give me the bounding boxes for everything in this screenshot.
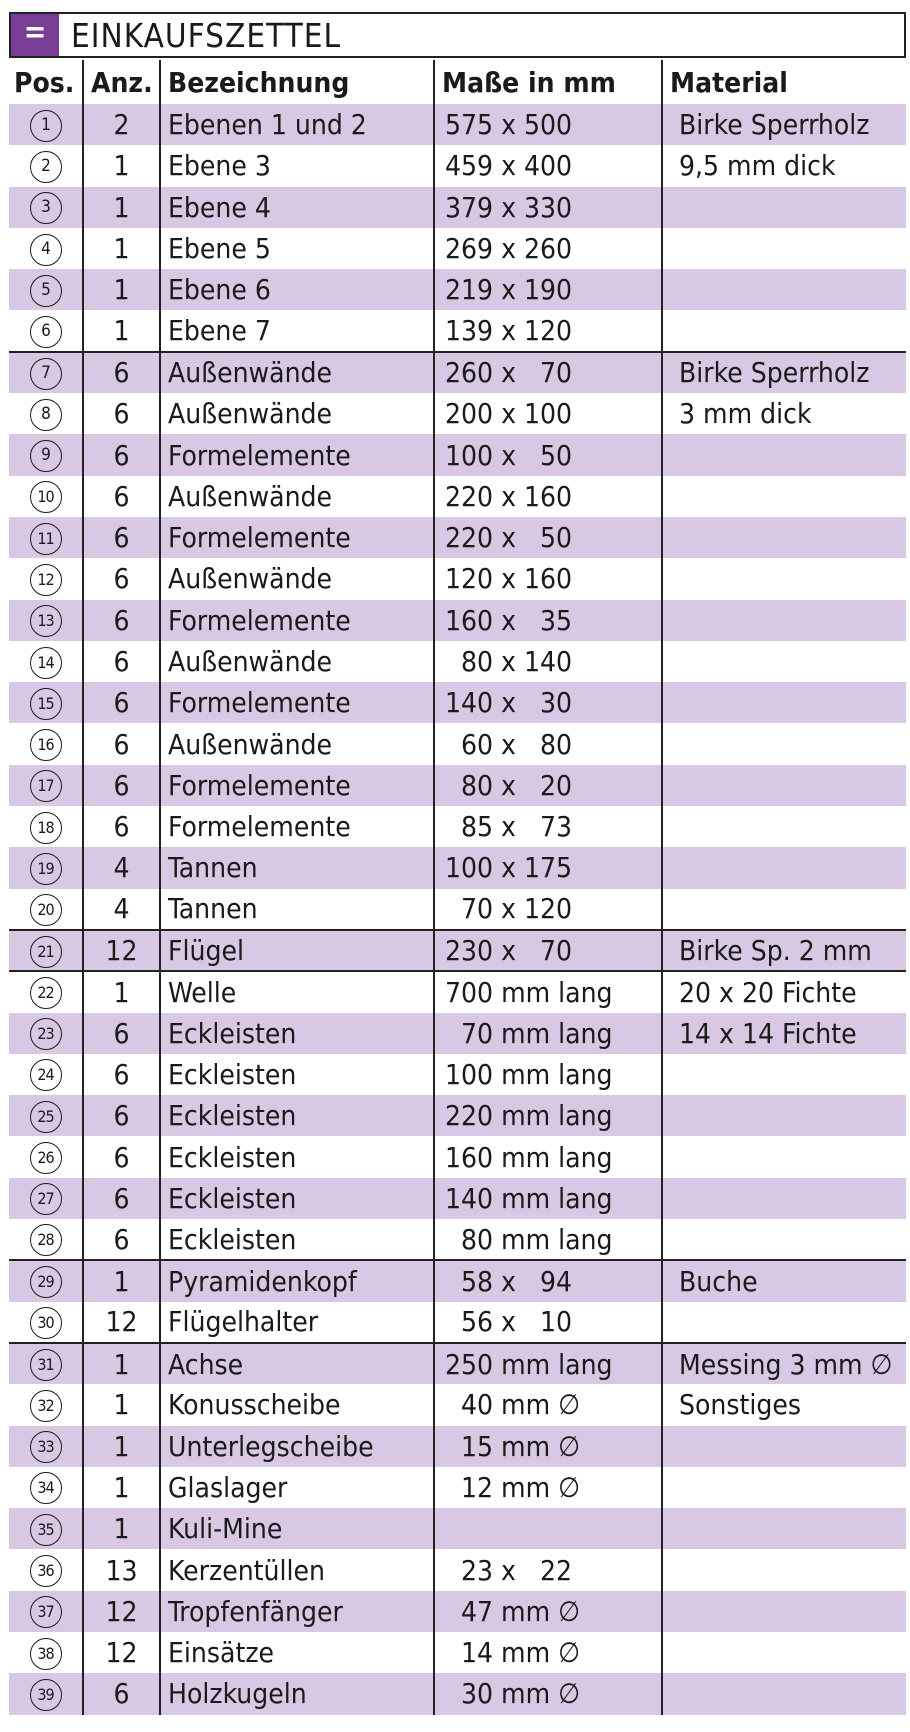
masse-cell: 80 mm lang — [434, 1219, 662, 1260]
table-row — [9, 600, 906, 641]
table-row — [9, 847, 906, 888]
anz-cell: 6 — [83, 682, 160, 723]
bezeichnung-cell: Formelemente — [160, 517, 434, 558]
anz-cell: 6 — [83, 476, 160, 517]
pos-cell — [9, 847, 83, 888]
position-number-circle: 35 — [30, 1514, 62, 1546]
anz-cell: 6 — [83, 1178, 160, 1219]
table-row — [9, 1013, 906, 1054]
bezeichnung-cell: Ebene 6 — [160, 269, 434, 310]
masse-cell: 80 x 20 — [434, 765, 662, 806]
table-header-row — [9, 60, 906, 104]
pos-cell — [9, 1467, 83, 1508]
pos-cell — [9, 1178, 83, 1219]
bezeichnung-cell: Pyramidenkopf — [160, 1260, 434, 1301]
anz-cell: 6 — [83, 1136, 160, 1177]
pos-cell — [9, 1632, 83, 1673]
table-row — [9, 1302, 906, 1343]
table-row — [9, 1136, 906, 1177]
position-number-circle: 5 — [30, 275, 62, 307]
bezeichnung-cell: Eckleisten — [160, 1136, 434, 1177]
masse-cell: 40 mm ∅ — [434, 1384, 662, 1425]
material-cell: 20 x 20 Fichte — [662, 971, 906, 1012]
anz-cell: 6 — [83, 1219, 160, 1260]
material-cell — [662, 1508, 906, 1549]
position-number-circle: 6 — [30, 316, 62, 348]
table-row — [9, 1673, 906, 1714]
anz-cell: 4 — [83, 847, 160, 888]
table-row — [9, 1054, 906, 1095]
masse-cell: 56 x 10 — [434, 1302, 662, 1343]
table-row — [9, 104, 906, 145]
anz-cell: 1 — [83, 1384, 160, 1425]
anz-cell: 1 — [83, 1426, 160, 1467]
pos-cell — [9, 1384, 83, 1425]
position-number-circle: 21 — [30, 936, 62, 968]
masse-cell: 120 x 160 — [434, 558, 662, 599]
material-cell — [662, 765, 906, 806]
pos-cell — [9, 228, 83, 269]
anz-cell: 6 — [83, 352, 160, 393]
position-number-circle: 27 — [30, 1183, 62, 1215]
table-row — [9, 1260, 906, 1301]
table-row — [9, 1384, 906, 1425]
table-row — [9, 558, 906, 599]
table-row — [9, 1549, 906, 1590]
position-number-circle: 23 — [30, 1018, 62, 1050]
table-row — [9, 682, 906, 723]
material-cell — [662, 847, 906, 888]
material-cell — [662, 1054, 906, 1095]
material-cell — [662, 1426, 906, 1467]
bezeichnung-cell: Flügelhalter — [160, 1302, 434, 1343]
table-row — [9, 806, 906, 847]
pos-cell — [9, 641, 83, 682]
bezeichnung-cell: Kerzentüllen — [160, 1549, 434, 1590]
table-row — [9, 310, 906, 351]
bezeichnung-cell: Glaslager — [160, 1467, 434, 1508]
position-number-circle: 15 — [30, 688, 62, 720]
pos-cell — [9, 1302, 83, 1343]
material-cell: Birke Sp. 2 mm — [662, 930, 906, 971]
position-number-circle: 2 — [30, 151, 62, 183]
anz-cell: 6 — [83, 641, 160, 682]
anz-cell: 12 — [83, 1591, 160, 1632]
bezeichnung-cell: Eckleisten — [160, 1219, 434, 1260]
masse-cell: 100 x 175 — [434, 847, 662, 888]
pos-cell — [9, 1013, 83, 1054]
bezeichnung-cell: Ebenen 1 und 2 — [160, 104, 434, 145]
anz-cell: 1 — [83, 269, 160, 310]
anz-cell: 12 — [83, 1632, 160, 1673]
table-row — [9, 269, 906, 310]
bezeichnung-cell: Außenwände — [160, 476, 434, 517]
table-row — [9, 1219, 906, 1260]
pos-cell — [9, 1508, 83, 1549]
pos-cell — [9, 1219, 83, 1260]
anz-cell: 6 — [83, 1673, 160, 1714]
material-cell — [662, 1632, 906, 1673]
position-number-circle: 10 — [30, 481, 62, 513]
masse-cell: 260 x 70 — [434, 352, 662, 393]
masse-cell: 12 mm ∅ — [434, 1467, 662, 1508]
masse-cell: 219 x 190 — [434, 269, 662, 310]
anz-cell: 6 — [83, 517, 160, 558]
masse-cell: 700 mm lang — [434, 971, 662, 1012]
table-row — [9, 517, 906, 558]
masse-cell: 220 x 50 — [434, 517, 662, 558]
anz-cell: 6 — [83, 1054, 160, 1095]
material-cell — [662, 476, 906, 517]
bezeichnung-cell: Flügel — [160, 930, 434, 971]
anz-cell: 1 — [83, 971, 160, 1012]
col-header-anz: Anz. — [83, 60, 160, 104]
material-cell — [662, 1219, 906, 1260]
table-row — [9, 145, 906, 186]
position-number-circle: 11 — [30, 523, 62, 555]
anz-cell: 1 — [83, 187, 160, 228]
bezeichnung-cell: Eckleisten — [160, 1178, 434, 1219]
position-number-circle: 36 — [30, 1555, 62, 1587]
table-row — [9, 723, 906, 764]
table-row — [9, 228, 906, 269]
bezeichnung-cell: Ebene 3 — [160, 145, 434, 186]
anz-cell: 6 — [83, 434, 160, 475]
pos-cell — [9, 476, 83, 517]
pos-cell — [9, 930, 83, 971]
position-number-circle: 17 — [30, 770, 62, 802]
position-number-circle: 32 — [30, 1390, 62, 1422]
position-number-circle: 16 — [30, 729, 62, 761]
masse-cell: 100 x 50 — [434, 434, 662, 475]
material-cell — [662, 1591, 906, 1632]
masse-cell: 379 x 330 — [434, 187, 662, 228]
col-header-pos: Pos. — [14, 65, 75, 99]
pos-cell — [9, 352, 83, 393]
material-cell: Sonstiges — [662, 1384, 906, 1425]
masse-cell: 47 mm ∅ — [434, 1591, 662, 1632]
bezeichnung-cell: Tropfenfänger — [160, 1591, 434, 1632]
bezeichnung-cell: Außenwände — [160, 723, 434, 764]
table-row — [9, 1632, 906, 1673]
pos-cell — [9, 104, 83, 145]
material-cell: 3 mm dick — [662, 393, 906, 434]
masse-cell: 23 x 22 — [434, 1549, 662, 1590]
bezeichnung-cell: Eckleisten — [160, 1095, 434, 1136]
table-row — [9, 889, 906, 930]
bezeichnung-cell: Eckleisten — [160, 1054, 434, 1095]
pos-cell — [9, 765, 83, 806]
masse-cell: 575 x 500 — [434, 104, 662, 145]
bezeichnung-cell: Unterlegscheibe — [160, 1426, 434, 1467]
masse-cell — [434, 1508, 662, 1549]
equals-badge-icon: = — [11, 14, 59, 56]
table-row — [9, 476, 906, 517]
anz-cell: 1 — [83, 145, 160, 186]
col-header-material: Material — [662, 60, 906, 104]
masse-cell: 160 x 35 — [434, 600, 662, 641]
page-title: EINKAUFSZETTEL — [71, 16, 342, 55]
bezeichnung-cell: Formelemente — [160, 682, 434, 723]
position-number-circle: 9 — [30, 440, 62, 472]
anz-cell: 4 — [83, 889, 160, 930]
table-row — [9, 1426, 906, 1467]
masse-cell: 459 x 400 — [434, 145, 662, 186]
anz-cell: 6 — [83, 765, 160, 806]
masse-cell: 70 x 120 — [434, 889, 662, 930]
bezeichnung-cell: Ebene 7 — [160, 310, 434, 351]
pos-cell — [9, 269, 83, 310]
pos-cell — [9, 600, 83, 641]
pos-cell — [9, 889, 83, 930]
table-row — [9, 1343, 906, 1384]
anz-cell: 1 — [83, 1260, 160, 1301]
masse-cell: 15 mm ∅ — [434, 1426, 662, 1467]
material-cell — [662, 641, 906, 682]
position-number-circle: 26 — [30, 1142, 62, 1174]
anz-cell: 12 — [83, 1302, 160, 1343]
masse-cell: 140 mm lang — [434, 1178, 662, 1219]
position-number-circle: 20 — [30, 894, 62, 926]
bezeichnung-cell: Ebene 4 — [160, 187, 434, 228]
position-number-circle: 37 — [30, 1596, 62, 1628]
col-header-masse: Maße in mm — [434, 60, 662, 104]
col-header-bezeichnung: Bezeichnung — [160, 60, 434, 104]
table-row — [9, 641, 906, 682]
anz-cell: 6 — [83, 558, 160, 599]
material-cell: Birke Sperrholz — [662, 104, 906, 145]
masse-cell: 80 x 140 — [434, 641, 662, 682]
pos-cell — [9, 723, 83, 764]
anz-cell: 2 — [83, 104, 160, 145]
table-row — [9, 1095, 906, 1136]
material-cell — [662, 806, 906, 847]
position-number-circle: 18 — [30, 812, 62, 844]
bezeichnung-cell: Formelemente — [160, 434, 434, 475]
masse-cell: 60 x 80 — [434, 723, 662, 764]
table-row — [9, 352, 906, 393]
anz-cell: 6 — [83, 806, 160, 847]
material-cell — [662, 434, 906, 475]
pos-cell — [9, 1054, 83, 1095]
material-cell — [662, 723, 906, 764]
pos-cell — [9, 187, 83, 228]
bezeichnung-cell: Konusscheibe — [160, 1384, 434, 1425]
position-number-circle: 29 — [30, 1266, 62, 1298]
bezeichnung-cell: Formelemente — [160, 806, 434, 847]
pos-cell — [9, 558, 83, 599]
bezeichnung-cell: Eckleisten — [160, 1013, 434, 1054]
material-cell — [662, 187, 906, 228]
table-row — [9, 765, 906, 806]
bezeichnung-cell: Welle — [160, 971, 434, 1012]
masse-cell: 100 mm lang — [434, 1054, 662, 1095]
position-number-circle: 25 — [30, 1101, 62, 1133]
table-row — [9, 434, 906, 475]
position-number-circle: 19 — [30, 853, 62, 885]
table-row — [9, 1508, 906, 1549]
bezeichnung-cell: Tannen — [160, 889, 434, 930]
material-cell — [662, 1673, 906, 1714]
pos-cell — [9, 310, 83, 351]
masse-cell: 139 x 120 — [434, 310, 662, 351]
pos-cell — [9, 1260, 83, 1301]
material-cell — [662, 1136, 906, 1177]
anz-cell: 1 — [83, 310, 160, 351]
masse-cell: 220 x 160 — [434, 476, 662, 517]
pos-cell — [9, 971, 83, 1012]
title-bar — [9, 12, 906, 58]
position-number-circle: 1 — [30, 110, 62, 142]
position-number-circle: 30 — [30, 1307, 62, 1339]
position-number-circle: 8 — [30, 399, 62, 431]
table-row — [9, 930, 906, 971]
material-cell — [662, 600, 906, 641]
masse-cell: 250 mm lang — [434, 1343, 662, 1384]
table-row — [9, 1591, 906, 1632]
pos-cell — [9, 1343, 83, 1384]
material-cell: 14 x 14 Fichte — [662, 1013, 906, 1054]
position-number-circle: 28 — [30, 1224, 62, 1256]
position-number-circle: 34 — [30, 1472, 62, 1504]
anz-cell: 13 — [83, 1549, 160, 1590]
anz-cell: 6 — [83, 1095, 160, 1136]
position-number-circle: 12 — [30, 564, 62, 596]
masse-cell: 140 x 30 — [434, 682, 662, 723]
position-number-circle: 39 — [30, 1679, 62, 1711]
material-cell — [662, 269, 906, 310]
masse-cell: 230 x 70 — [434, 930, 662, 971]
table-body — [9, 104, 906, 1715]
bezeichnung-cell: Formelemente — [160, 765, 434, 806]
pos-cell — [9, 393, 83, 434]
pos-cell — [9, 1549, 83, 1590]
table-row — [9, 1467, 906, 1508]
material-cell — [662, 1302, 906, 1343]
pos-cell — [9, 806, 83, 847]
position-number-circle: 7 — [30, 358, 62, 390]
position-number-circle: 31 — [30, 1349, 62, 1381]
material-cell: 9,5 mm dick — [662, 145, 906, 186]
pos-cell — [9, 1673, 83, 1714]
pos-cell — [9, 1136, 83, 1177]
masse-cell: 85 x 73 — [434, 806, 662, 847]
masse-cell: 160 mm lang — [434, 1136, 662, 1177]
material-cell: Buche — [662, 1260, 906, 1301]
masse-cell: 30 mm ∅ — [434, 1673, 662, 1714]
table-row — [9, 971, 906, 1012]
position-number-circle: 13 — [30, 605, 62, 637]
bezeichnung-cell: Achse — [160, 1343, 434, 1384]
material-cell — [662, 310, 906, 351]
pos-cell — [9, 682, 83, 723]
anz-cell: 1 — [83, 228, 160, 269]
material-cell — [662, 1467, 906, 1508]
pos-cell — [9, 1095, 83, 1136]
bezeichnung-cell: Formelemente — [160, 600, 434, 641]
pos-cell — [9, 1591, 83, 1632]
bezeichnung-cell: Außenwände — [160, 558, 434, 599]
masse-cell: 220 mm lang — [434, 1095, 662, 1136]
pos-cell — [9, 434, 83, 475]
pos-cell — [9, 145, 83, 186]
pos-cell — [9, 517, 83, 558]
position-number-circle: 33 — [30, 1431, 62, 1463]
bezeichnung-cell: Kuli-Mine — [160, 1508, 434, 1549]
material-cell — [662, 1549, 906, 1590]
material-cell — [662, 889, 906, 930]
material-cell — [662, 682, 906, 723]
material-cell — [662, 1095, 906, 1136]
masse-cell: 200 x 100 — [434, 393, 662, 434]
position-number-circle: 4 — [30, 234, 62, 266]
masse-cell: 70 mm lang — [434, 1013, 662, 1054]
position-number-circle: 3 — [30, 192, 62, 224]
bezeichnung-cell: Ebene 5 — [160, 228, 434, 269]
material-cell: Messing 3 mm ∅ — [662, 1343, 906, 1384]
bezeichnung-cell: Außenwände — [160, 641, 434, 682]
material-cell — [662, 558, 906, 599]
position-number-circle: 38 — [30, 1638, 62, 1670]
bezeichnung-cell: Außenwände — [160, 352, 434, 393]
anz-cell: 6 — [83, 393, 160, 434]
material-cell — [662, 517, 906, 558]
bezeichnung-cell: Holzkugeln — [160, 1673, 434, 1714]
table-row — [9, 1178, 906, 1219]
anz-cell: 1 — [83, 1467, 160, 1508]
anz-cell: 6 — [83, 723, 160, 764]
material-cell — [662, 228, 906, 269]
table-row — [9, 393, 906, 434]
masse-cell: 58 x 94 — [434, 1260, 662, 1301]
position-number-circle: 24 — [30, 1059, 62, 1091]
anz-cell: 12 — [83, 930, 160, 971]
anz-cell: 6 — [83, 600, 160, 641]
position-number-circle: 22 — [30, 977, 62, 1009]
anz-cell: 1 — [83, 1508, 160, 1549]
material-cell: Birke Sperrholz — [662, 352, 906, 393]
pos-cell — [9, 1426, 83, 1467]
bezeichnung-cell: Tannen — [160, 847, 434, 888]
masse-cell: 14 mm ∅ — [434, 1632, 662, 1673]
anz-cell: 1 — [83, 1343, 160, 1384]
position-number-circle: 14 — [30, 647, 62, 679]
bezeichnung-cell: Außenwände — [160, 393, 434, 434]
table-row — [9, 187, 906, 228]
bezeichnung-cell: Einsätze — [160, 1632, 434, 1673]
anz-cell: 6 — [83, 1013, 160, 1054]
shopping-list-table — [9, 60, 906, 1715]
material-cell — [662, 1178, 906, 1219]
masse-cell: 269 x 260 — [434, 228, 662, 269]
